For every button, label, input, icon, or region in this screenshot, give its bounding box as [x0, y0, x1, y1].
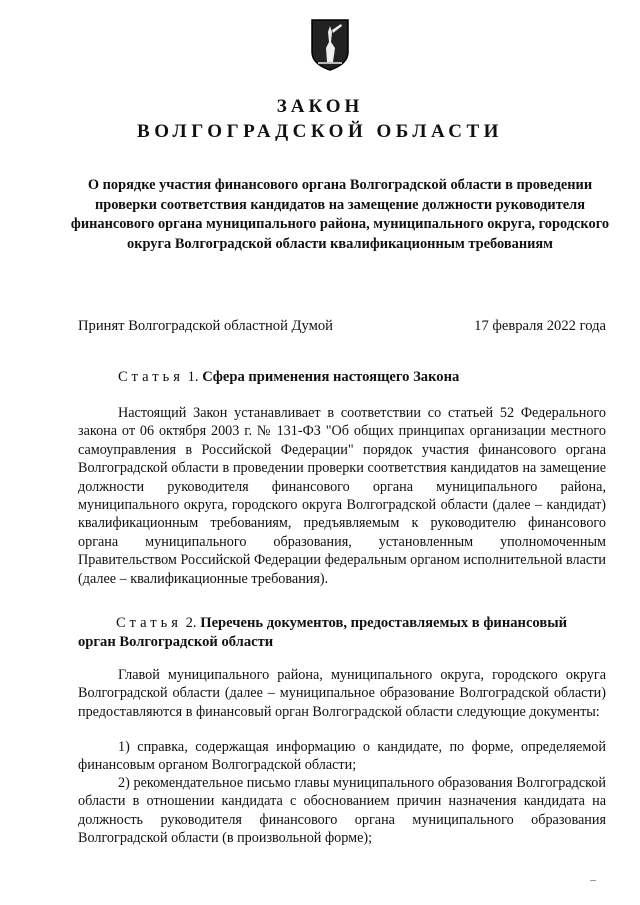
article-2-item-1: 1) справка, содержащая информацию о кандидате, по форме, определяемой финансовым органом Волгоградской области; [78, 739, 606, 774]
law-subject: О порядке участия финансового органа Волгоградской области в проведении проверки соответствия кандидатов на замещение должности руководителя финансового органа муниципального района, муниципального округа, городского округа Волгоградской области квалификационным требованиям [70, 177, 610, 252]
adopted-by: Принят Волгоградской областной Думой [78, 318, 333, 334]
article-number: 1. [187, 369, 199, 385]
coat-of-arms-icon [310, 18, 350, 72]
adoption-date: 17 февраля 2022 года [474, 318, 606, 334]
article-word: Статья [118, 369, 184, 385]
article-word: Статья [116, 615, 182, 631]
article-title: Сфера применения настоящего Закона [202, 369, 460, 385]
law-region-heading: ВОЛГОГРАДСКОЙ ОБЛАСТИ [137, 121, 503, 142]
article-1-heading [118, 368, 606, 387]
page-mark [590, 880, 596, 881]
adoption-line [78, 318, 606, 335]
article-title: Перечень документов, предоставляемых в финансовый орган Волгоградской области [78, 615, 568, 650]
article-2-intro: Главой муниципального района, муниципального округа, городского округа Волгоградской области (далее – муниципальное образование Волгоградской области) предоставляются в финансовый орган Волгоградской области следующие документы: [78, 667, 606, 720]
article-2-heading [78, 614, 606, 652]
article-1-text: Настоящий Закон устанавливает в соответствии со статьей 52 Федерального закона от 06 октября 2003 г. № 131-ФЗ "Об общих принципах организации местного самоуправления в Российской Федерации" порядок участия финансового органа Волгоградской области в проведении проверки соответствия кандидатов на замещение должности руководителя финансового органа муниципального района, муниципального округа, городского округа Волгоградской области (далее – кандидат) квалификационным требованиям, предъявляемым к руководителю финансового органа муниципального образования, установленным уполномоченным Правительством Российской Федерации федеральным органом исполнительной власти (далее – квалификационные требования). [78, 405, 606, 587]
article-number: 2. [185, 615, 197, 631]
law-heading: ЗАКОН [276, 96, 364, 117]
article-2-item-2: 2) рекомендательное письмо главы муниципального образования Волгоградской области в отношении кандидата с обоснованием причин назначения кандидата на должность руководителя финансового органа муниципального образования Волгоградской области (в произвольной форме); [78, 775, 606, 847]
